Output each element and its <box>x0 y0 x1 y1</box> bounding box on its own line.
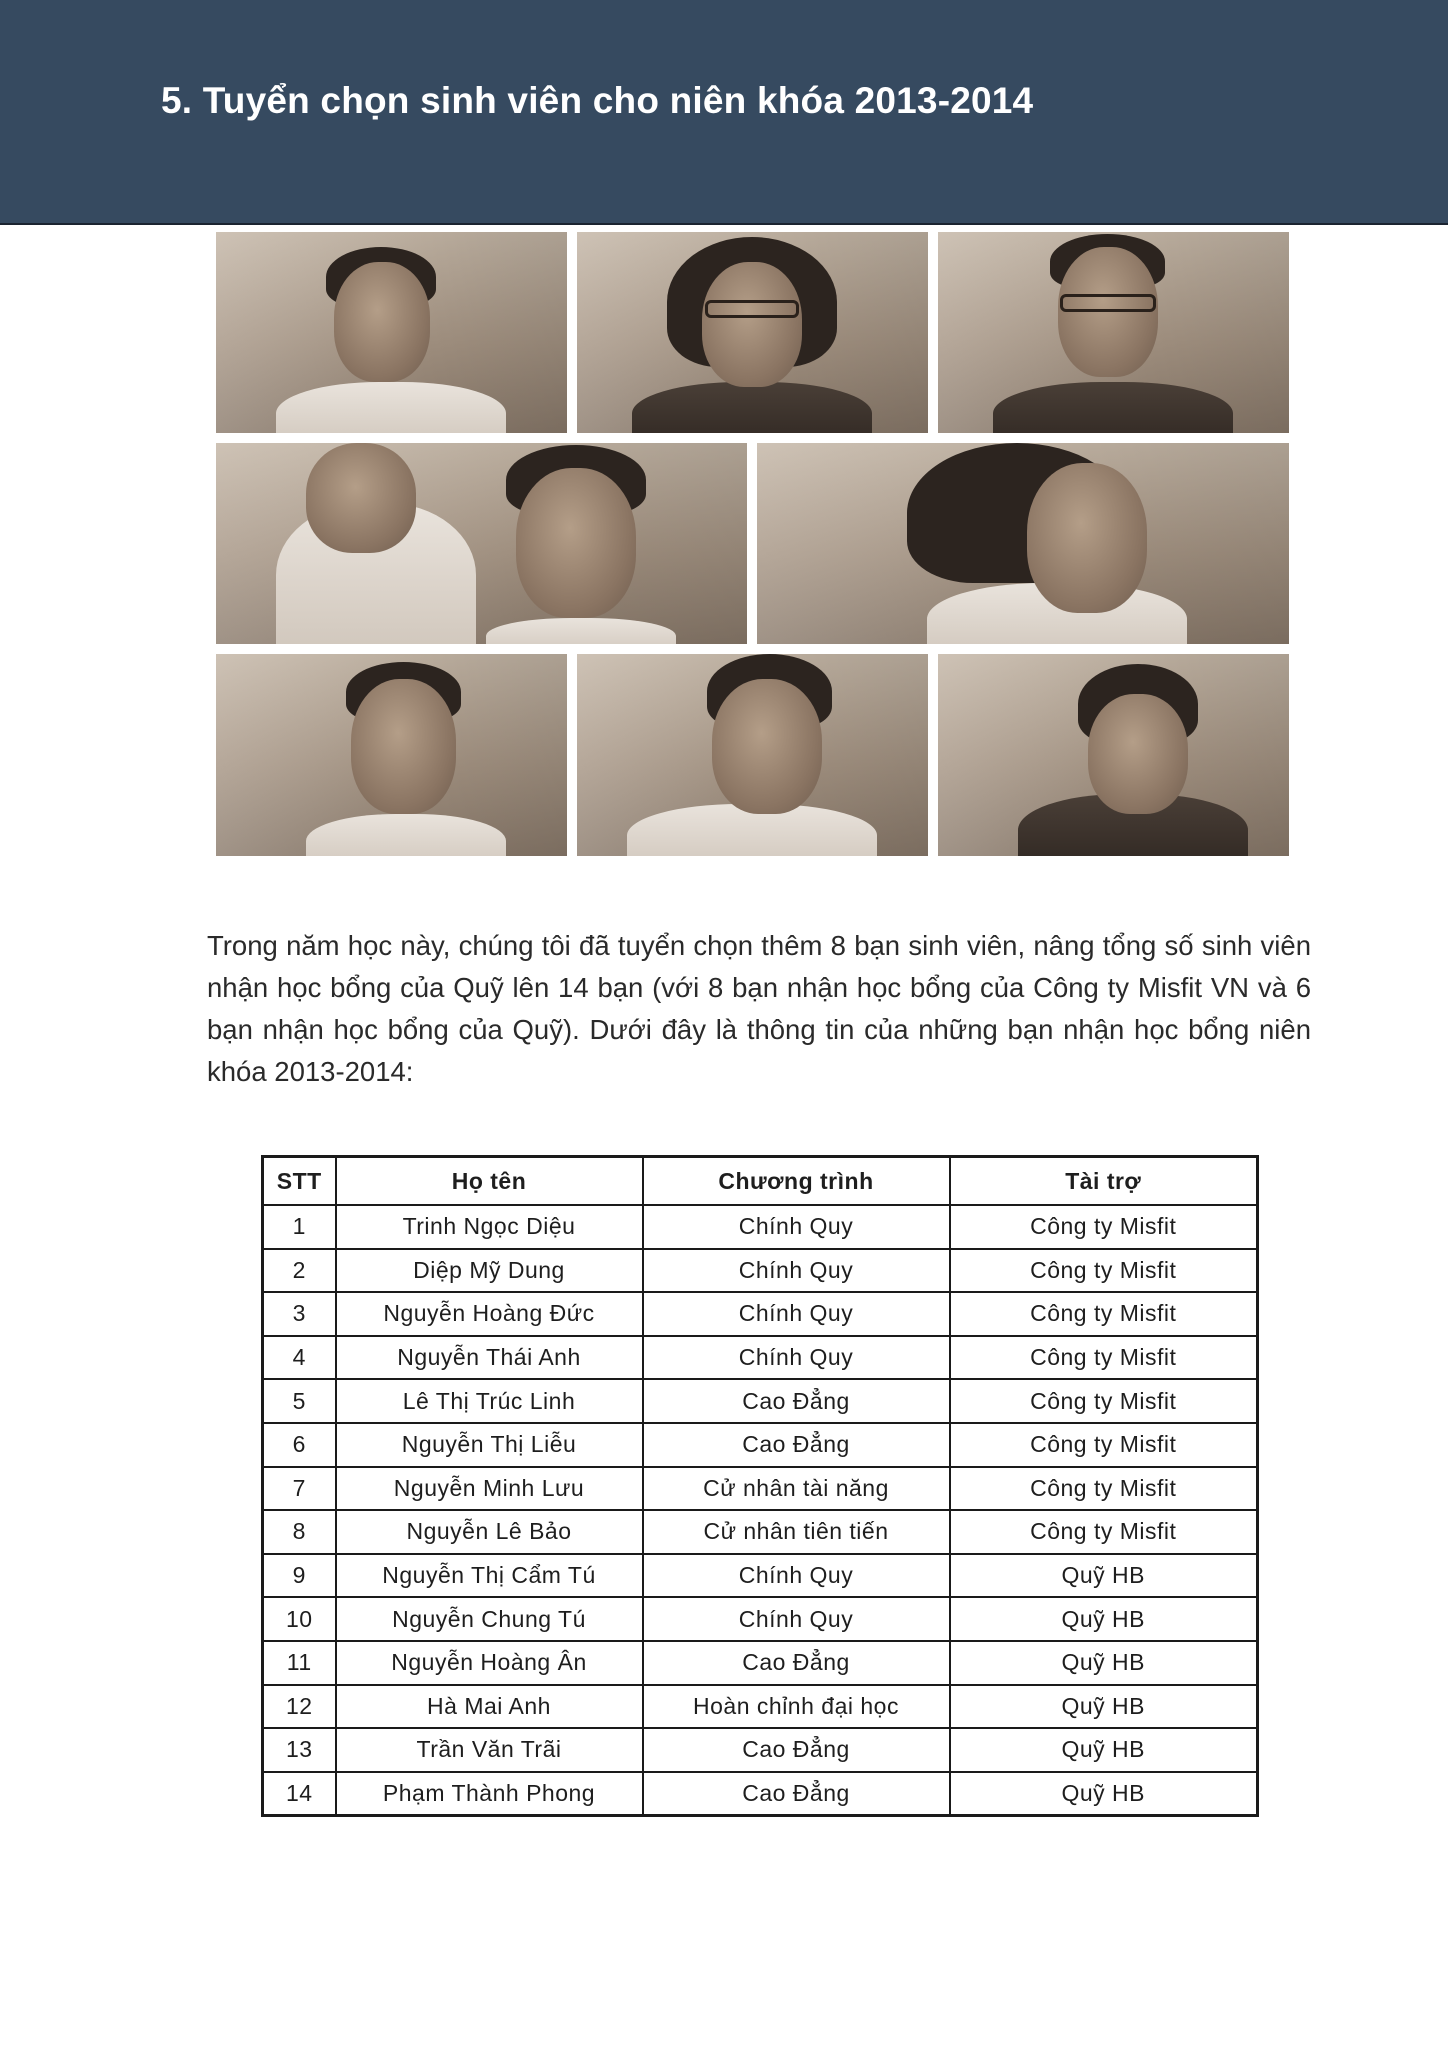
intro-paragraph: Trong năm học này, chúng tôi đã tuyển chọn thêm 8 bạn sinh viên, nâng tổng số sinh viên nhận học bổng của Quỹ lên 14 bạn (với 8 bạn nhận học bổng của Công ty Misfit VN và 6 bạn nhận học bổng của Quỹ). Dưới đây là thông tin của những bạn nhận học bổng niên khóa 2013-2014: <box>207 930 1311 1087</box>
cell-name: Nguyễn Thái Anh <box>336 1336 643 1380</box>
cell-program: Cử nhân tài năng <box>643 1467 950 1511</box>
cell-stt: 1 <box>263 1205 336 1249</box>
cell-program: Cao Đẳng <box>643 1379 950 1423</box>
table-row <box>263 1685 1258 1729</box>
column-header-name: Họ tên <box>336 1157 643 1206</box>
cell-name: Nguyễn Hoàng Ân <box>336 1641 643 1685</box>
cell-stt: 9 <box>263 1554 336 1598</box>
table-row <box>263 1597 1258 1641</box>
cell-sponsor: Quỹ HB <box>950 1772 1258 1816</box>
cell-program: Chính Quy <box>643 1292 950 1336</box>
cell-program: Hoàn chỉnh đại học <box>643 1685 950 1729</box>
column-header-stt: STT <box>263 1157 336 1206</box>
student-photo <box>216 654 567 856</box>
cell-name: Diệp Mỹ Dung <box>336 1249 643 1293</box>
cell-stt: 11 <box>263 1641 336 1685</box>
cell-sponsor: Quỹ HB <box>950 1641 1258 1685</box>
table-row <box>263 1205 1258 1249</box>
cell-sponsor: Quỹ HB <box>950 1597 1258 1641</box>
cell-program: Cao Đẳng <box>643 1641 950 1685</box>
table-row <box>263 1641 1258 1685</box>
cell-program: Chính Quy <box>643 1597 950 1641</box>
table-row <box>263 1292 1258 1336</box>
cell-program: Chính Quy <box>643 1249 950 1293</box>
column-header-sponsor: Tài trợ <box>950 1157 1258 1206</box>
cell-stt: 2 <box>263 1249 336 1293</box>
cell-stt: 5 <box>263 1379 336 1423</box>
table-header-row <box>263 1157 1258 1206</box>
table-row <box>263 1554 1258 1598</box>
cell-sponsor: Công ty Misfit <box>950 1336 1258 1380</box>
cell-program: Cao Đẳng <box>643 1772 950 1816</box>
cell-name: Trinh Ngọc Diệu <box>336 1205 643 1249</box>
cell-stt: 7 <box>263 1467 336 1511</box>
scholarship-table <box>261 1155 1259 1817</box>
cell-name: Nguyễn Lê Bảo <box>336 1510 643 1554</box>
table-row <box>263 1467 1258 1511</box>
cell-program: Cử nhân tiên tiến <box>643 1510 950 1554</box>
cell-program: Chính Quy <box>643 1205 950 1249</box>
cell-stt: 6 <box>263 1423 336 1467</box>
cell-program: Cao Đẳng <box>643 1423 950 1467</box>
cell-name: Nguyễn Minh Lưu <box>336 1467 643 1511</box>
student-photo <box>577 654 928 856</box>
table-row <box>263 1772 1258 1816</box>
table-row <box>263 1728 1258 1772</box>
table-row <box>263 1249 1258 1293</box>
cell-name: Nguyễn Thị Liễu <box>336 1423 643 1467</box>
cell-name: Nguyễn Hoàng Đức <box>336 1292 643 1336</box>
cell-sponsor: Công ty Misfit <box>950 1205 1258 1249</box>
column-header-program: Chương trình <box>643 1157 950 1206</box>
cell-sponsor: Công ty Misfit <box>950 1467 1258 1511</box>
student-photo <box>938 232 1289 433</box>
cell-stt: 8 <box>263 1510 336 1554</box>
student-photo <box>216 443 747 644</box>
cell-name: Nguyễn Chung Tú <box>336 1597 643 1641</box>
cell-sponsor: Công ty Misfit <box>950 1249 1258 1293</box>
student-photo <box>938 654 1289 856</box>
cell-stt: 3 <box>263 1292 336 1336</box>
table-row <box>263 1379 1258 1423</box>
student-photo <box>757 443 1289 644</box>
cell-name: Trần Văn Trãi <box>336 1728 643 1772</box>
cell-sponsor: Công ty Misfit <box>950 1292 1258 1336</box>
cell-name: Nguyễn Thị Cẩm Tú <box>336 1554 643 1598</box>
cell-program: Chính Quy <box>643 1554 950 1598</box>
cell-sponsor: Quỹ HB <box>950 1728 1258 1772</box>
cell-name: Hà Mai Anh <box>336 1685 643 1729</box>
cell-sponsor: Công ty Misfit <box>950 1379 1258 1423</box>
student-photo <box>577 232 928 433</box>
student-photo-collage <box>0 0 1448 880</box>
cell-sponsor: Quỹ HB <box>950 1554 1258 1598</box>
table-row <box>263 1423 1258 1467</box>
cell-stt: 12 <box>263 1685 336 1729</box>
cell-stt: 4 <box>263 1336 336 1380</box>
cell-program: Cao Đẳng <box>643 1728 950 1772</box>
table-row <box>263 1336 1258 1380</box>
cell-stt: 14 <box>263 1772 336 1816</box>
cell-stt: 10 <box>263 1597 336 1641</box>
cell-sponsor: Công ty Misfit <box>950 1510 1258 1554</box>
cell-stt: 13 <box>263 1728 336 1772</box>
cell-sponsor: Công ty Misfit <box>950 1423 1258 1467</box>
cell-name: Phạm Thành Phong <box>336 1772 643 1816</box>
page-title: 5. Tuyển chọn sinh viên cho niên khóa 2013-2014 <box>161 80 1034 121</box>
cell-program: Chính Quy <box>643 1336 950 1380</box>
table-row <box>263 1510 1258 1554</box>
cell-name: Lê Thị Trúc Linh <box>336 1379 643 1423</box>
cell-sponsor: Quỹ HB <box>950 1685 1258 1729</box>
student-photo <box>216 232 567 433</box>
